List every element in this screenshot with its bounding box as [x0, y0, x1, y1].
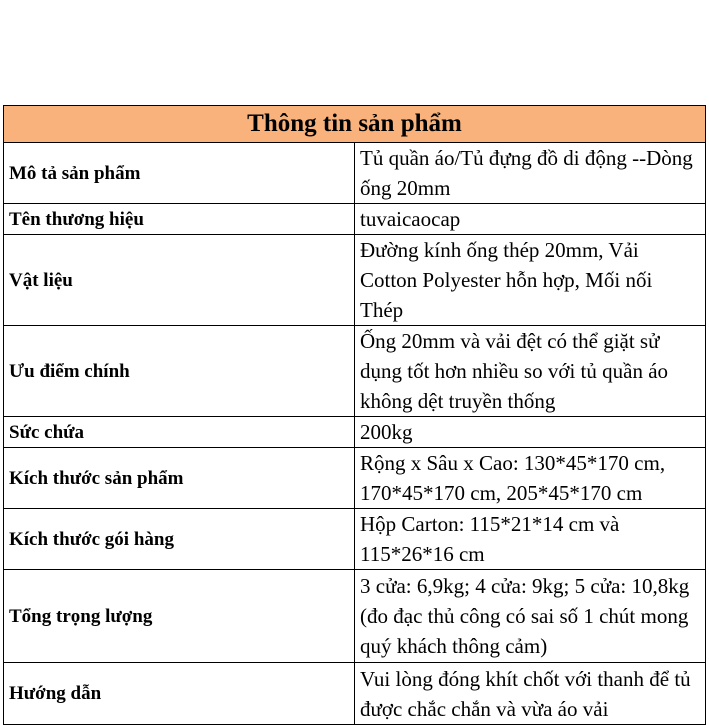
row-label: Mô tả sản phẩm — [4, 143, 355, 204]
table-row-capacity — [4, 417, 706, 448]
row-label: Kích thước gói hàng — [4, 509, 355, 570]
row-label: Hướng dẫn — [4, 663, 355, 725]
row-value: tuvaicaocap — [355, 204, 706, 235]
table-header-row — [4, 106, 706, 143]
row-value: Ống 20mm và vải đệt có thể giặt sử dụng tốt hơn nhiều so với tủ quần áo không dệt truyền thống — [355, 326, 706, 417]
table-row-brand — [4, 204, 706, 235]
row-label: Tên thương hiệu — [4, 204, 355, 235]
row-label: Ưu điểm chính — [4, 326, 355, 417]
row-value: 200kg — [355, 417, 706, 448]
table-row-total-weight — [4, 570, 706, 663]
table-row-material — [4, 235, 706, 326]
row-label: Kích thước sản phẩm — [4, 448, 355, 509]
row-label: Vật liệu — [4, 235, 355, 326]
table-row-package-size — [4, 509, 706, 570]
row-value: Đường kính ống thép 20mm, Vải Cotton Polyester hỗn hợp, Mối nối Thép — [355, 235, 706, 326]
row-value: 3 cửa: 6,9kg; 4 cửa: 9kg; 5 cửa: 10,8kg (đo đạc thủ công có sai số 1 chút mong quý khách thông cảm) — [355, 570, 706, 663]
table-row-advantages — [4, 326, 706, 417]
table-row-description — [4, 143, 706, 204]
table-title: Thông tin sản phẩm — [4, 106, 706, 143]
row-value: Vui lòng đóng khít chốt với thanh để tủ được chắc chắn và vừa áo vải — [355, 663, 706, 725]
product-info-table — [3, 105, 706, 725]
row-value: Tủ quần áo/Tủ đựng đồ di động --Dòng ống 20mm — [355, 143, 706, 204]
table-row-instructions — [4, 663, 706, 725]
row-label: Sức chứa — [4, 417, 355, 448]
table-row-product-size — [4, 448, 706, 509]
row-value: Hộp Carton: 115*21*14 cm và 115*26*16 cm — [355, 509, 706, 570]
row-label: Tổng trọng lượng — [4, 570, 355, 663]
row-value: Rộng x Sâu x Cao: 130*45*170 cm, 170*45*170 cm, 205*45*170 cm — [355, 448, 706, 509]
